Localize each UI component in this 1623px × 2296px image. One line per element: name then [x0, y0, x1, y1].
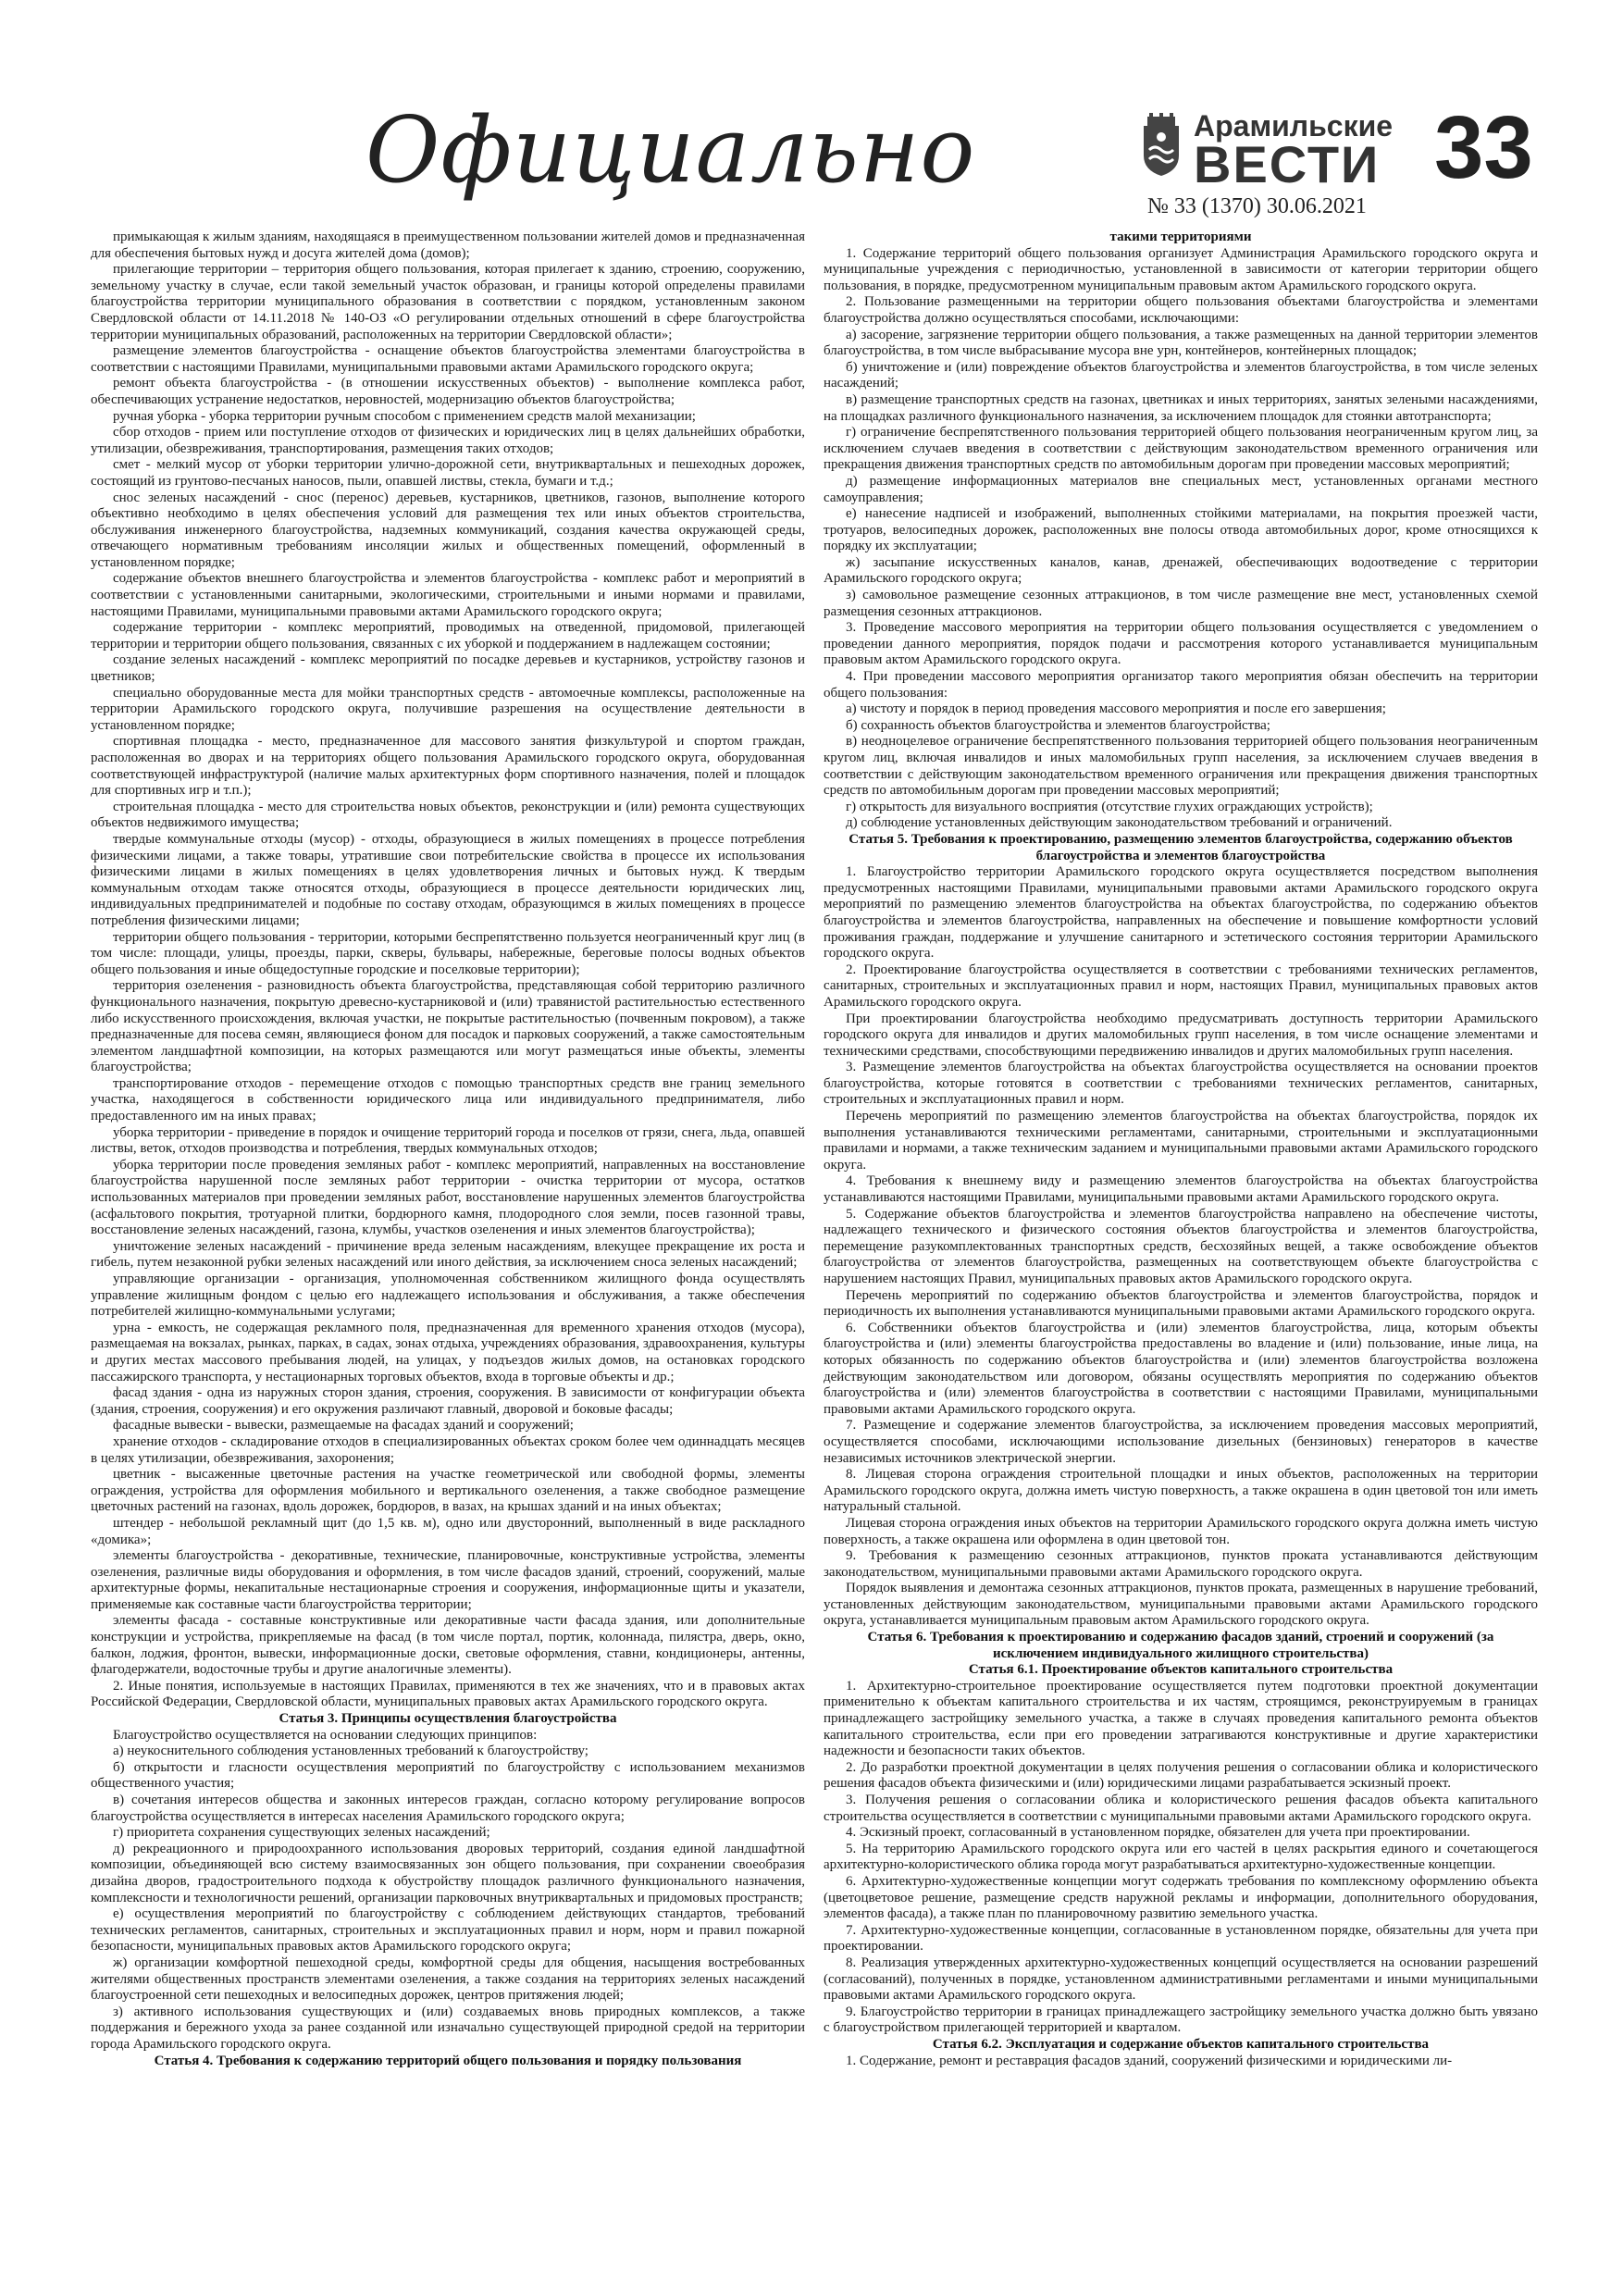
paragraph: 8. Реализация утвержденных архитектурно-художественных концепций осуществляется на основании разрешений (согласований), полученных в порядке, установленном административными регламентами и иными муниципальными правовыми актами Арамильского городского округа. [824, 1955, 1538, 2004]
paragraph: г) открытость для визуального восприятия (отсутствие глухих ограждающих устройств); [846, 799, 1373, 814]
article-heading: Статья 6.1. Проектирование объектов капитального строительства [968, 1662, 1394, 1678]
paragraph: 9. Требования к размещению сезонных аттракционов, пунктов проката устанавливаются действующим законодательством, муниципальными правовыми актами Арамильского городского округа. [824, 1548, 1538, 1580]
crest-icon [1138, 113, 1184, 178]
paragraph: сбор отходов - прием или поступление отходов от физических и юридических лиц в целях дальнейших обработки, утилизации, обезвреживания, транспортирования, размещения таких отходов; [91, 425, 805, 456]
paragraph: содержание территории - комплекс мероприятий, проводимых на отведенной, придомовой, прилегающей территории и территории общего пользования, связанных с их уборкой и поддержанием в надлежащем состоянии; [91, 620, 805, 652]
paragraph: ремонт объекта благоустройства - (в отношении искусственных объектов) - выполнение комплекса работ, обеспечивающих устранение недостатков, неровностей, модернизацию объектов благоустройства; [91, 376, 805, 407]
paragraph: размещение элементов благоустройства - оснащение объектов благоустройства элементами благоустройства в соответствии с настоящими Правилами, муниципальными правовыми актами Арамильского городского округа; [91, 343, 805, 375]
paragraph: б) сохранность объектов благоустройства и элементов благоустройства; [846, 717, 1270, 733]
paragraph: территория озеленения - разновидность объекта благоустройства, представляющая собой территорию различного функционального назначения, покрытую древесно-кустарниковой и (или) травянистой растительностью естественного либо искусственного происхождения, включая участки, не покрытые растительностью (почвенным покровом), а также предназначенные для посева семян, являющиеся фоном для посадок и парковых сооружений, а также самостоятельным элементом ландшафтной композиции, на которых размещаются или могут размещаться иные объекты, элементы благоустройства; [91, 978, 805, 1075]
paragraph: д) соблюдение установленных действующим законодательством требований и ограничений. [846, 815, 1393, 831]
paragraph: хранение отходов - складирование отходов в специализированных объектах сроком более чем одиннадцать месяцев в целях утилизации, обезвреживания, захоронения; [91, 1433, 805, 1466]
paragraph: 7. Архитектурно-художественные концепции, согласованные в установленном порядке, обязательны для учета при проектировании. [824, 1922, 1538, 1955]
paragraph: Порядок выявления и демонтажа сезонных аттракционов, пунктов проката, размещенных в нарушение требований, установленных действующим законодательством, муниципальными правовыми актами Арамильского городского округа, устанавливается муниципальным правовым актом Арамильского городского округа. [824, 1581, 1538, 1629]
paragraph: штендер - небольшой рекламный щит (до 1,5 кв. м), одно или двусторонний, выполненный в виде раскладного «домика»; [91, 1515, 805, 1547]
paragraph: 1. Архитектурно-строительное проектирование осуществляется путем подготовки проектной документации применительно к объектам капитального строительства и их частям, строящимся, реконструируемым в границах принадлежащего застройщику земельного участка, а также в случаях проведения капитального ремонта объектов капитального строительства, если при его проведении затрагиваются конструктивные и другие характеристики надежности и безопасности таких объектов. [824, 1678, 1538, 1759]
paragraph: 5. На территорию Арамильского городского округа или его частей в целях раскрытия единого и сочетающегося архитектурно-колористического облика города могут разрабатываться архитектурно-художественные концепции. [824, 1841, 1538, 1873]
article-heading: Статья 6. Требования к проектированию и содержанию фасадов зданий, строений и сооружений (за исключением индивидуального жилищного строительства) [867, 1630, 1494, 1661]
paragraph: ж) засыпание искусственных каналов, канав, дренажей, обеспечивающих водоотведение с территории Арамильского городского округа; [824, 554, 1538, 587]
paragraph: 2. Иные понятия, используемые в настоящих Правилах, применяются в тех же значениях, что и в правовых актах Российской Федерации, Свердловской области, муниципальных правовых актах Арамильского городского округа. [91, 1678, 805, 1710]
paragraph: уничтожение зеленых насаждений - причинение вреда зеленым насаждениям, влекущее прекращение их роста и гибель, путем незаконной рубки зеленых насаждений или иного действия, за исключением сноса зеленых насаждений; [91, 1238, 805, 1271]
paragraph: 6. Собственники объектов благоустройства и (или) элементов благоустройства, лица, которым объекты благоустройства и (или) элементы благоустройства предоставлены во владение и (или) пользование, иные лица, на которых обязанность по содержанию объектов благоустройства и (или) элементов благоустройства возложена действующим законодательством или договором, обязаны осуществлять мероприятия по содержанию объектов благоустройства и (или) элементов благоустройства в соответствии с настоящими Правилами, муниципальными правовыми актами Арамильского городского округа. [824, 1320, 1538, 1417]
paragraph: ручная уборка - уборка территории ручным способом с применением средств малой механизации; [113, 408, 696, 424]
paragraph: примыкающая к жилым зданиям, находящаяся в преимущественном пользовании жителей домов и предназначенная для обеспечения бытовых нужд и досуга жителей дома (домов); [91, 230, 805, 261]
paragraph: прилегающие территории – территория общего пользования, которая прилегает к зданию, строению, сооружению, земельному участку в случае, если такой земельный участок образован, и границы которой определены правилами благоустройства территории муниципального образования в соответствии с порядком, установленным законом Свердловской области от 14.11.2018 № 140-ОЗ «О регулировании отдельных отношений в сфере благоустройства территории муниципальных образований, расположенных на территории Свердловской области»; [91, 262, 805, 342]
article-heading: Статья 4. Требования к содержанию территорий общего пользования и порядку пользования [154, 2053, 742, 2068]
paragraph: территории общего пользования - территории, которыми беспрепятственно пользуется неограниченный круг лиц (в том числе: площади, улицы, проезды, парки, скверы, бульвары, набережные, береговые полосы водных объектов общего пользования и иные общедоступные городские и поселковые территории); [91, 929, 805, 977]
issue-info: № 33 (1370) 30.06.2021 [1147, 194, 1367, 218]
paragraph: фасадные вывески - вывески, размещаемые на фасадах зданий и сооружений; [113, 1418, 574, 1433]
paragraph: создание зеленых насаждений - комплекс мероприятий по посадке деревьев и кустарников, устройству газонов и цветников; [91, 652, 805, 685]
paragraph: снос зеленых насаждений - снос (перенос) деревьев, кустарников, цветников, газонов, выполнение которого объективно необходимо в целях обеспечения условий для размещения тех или иных объектов строительства, обслуживания инженерного благоустройства, надземных коммуникаций, создания качества окружающей среды, отвечающего нормативным требованиям инсоляции жилых и общественных помещений, оформленный в установленном порядке; [91, 490, 805, 570]
article-body [91, 230, 1538, 2275]
paragraph: спортивная площадка - место, предназначенное для массового занятия физкультурой и спортом граждан, расположенная во дворах и на территориях общего пользования Арамильского городского округа, оборудованная соответствующей инфраструктурой (наличие малых архитектурных форм спортивного назначения, полей и площадок для спортивных игр и т.п.); [91, 734, 805, 799]
paragraph: е) осуществления мероприятий по благоустройству с соблюдением действующих стандартов, требований технических регламентов, санитарных, строительных и эксплуатационных правил и норм, норм и правил пожарной безопасности, муниципальных правовых актов Арамильского городского округа; [91, 1906, 805, 1955]
paragraph: уборка территории после проведения земляных работ - комплекс мероприятий, направленных на восстановление благоустройства нарушенной после земляных работ территории - очистка территории от мусора, остатков использованных материалов при проведении земляных работ, восстановление нарушенных элементов благоустройства (асфальтового покрытия, тротуарной плитки, бордюрного камня, плодородного слоя земли, посев газонной травы, восстановление зеленых насаждений, газона, клумбы, участков озеленения и иных элементов благоустройства); [91, 1157, 805, 1238]
paragraph: При проектировании благоустройства необходимо предусматривать доступность территории Арамильского городского округа для инвалидов и других маломобильных групп населения, в том числе оснащение элементами и техническими средствами, способствующими передвижению инвалидов и других маломобильных групп населения. [824, 1011, 1538, 1059]
paragraph: б) открытости и гласности осуществления мероприятий по благоустройству с использованием механизмов общественного участия; [91, 1759, 805, 1792]
logo-text-main: ВЕСТИ [1194, 135, 1381, 193]
paragraph: 4. При проведении массового мероприятия организатор такого мероприятия обязан обеспечить на территории общего пользования: [824, 669, 1538, 701]
paragraph: е) нанесение надписей и изображений, выполненных стойкими материалами, на покрытия проезжей части, тротуаров, велосипедных дорожек, расположенных вне полосы отвода автомобильных дорог, кроме относящихся к порядку их эксплуатации; [824, 506, 1538, 554]
paragraph: в) сочетания интересов общества и законных интересов граждан, согласно которому регулирование вопросов благоустройства осуществляется в интересах населения Арамильского городского округа; [91, 1793, 805, 1824]
paragraph: 4. Требования к внешнему виду и размещению элементов благоустройства на объектах благоустройства устанавливаются настоящими Правилами, муниципальными правовыми актами Арамильского городского округа. [824, 1173, 1538, 1206]
paragraph: элементы благоустройства - декоративные, технические, планировочные, конструктивные устройства, элементы озеленения, различные виды оборудования и оформления, в том числе фасадов зданий, строений, сооружений, малые архитектурные формы, некапитальные нестационарные строения и сооружения, информационные щиты и указатели, применяемые как составные части благоустройства территории; [91, 1548, 805, 1612]
right-column [824, 230, 1538, 2275]
paragraph: 3. Размещение элементов благоустройства на объектах благоустройства осуществляется на основании проектов благоустройства, которые готовятся в соответствии с требованиями технических регламентов, санитарных, строительных и эксплуатационных правил и норм. [824, 1060, 1538, 1108]
paragraph: Лицевая сторона ограждения иных объектов на территории Арамильского городского округа должна иметь чистую поверхность, а также окрашена или оформлена в один цветовой тон. [824, 1515, 1538, 1547]
paragraph: а) засорение, загрязнение территории общего пользования, а также размещенных на данной территории элементов благоустройства, в том числе выбрасывание мусора вне урн, контейнеров, контейнерных площадок; [824, 327, 1538, 359]
paragraph: управляющие организации - организация, уполномоченная собственником жилищного фонда осуществлять управление жилищным фондом с целью его надлежащего использования и обслуживания, а также обеспечения потребителей жилищно-коммунальными услугами; [91, 1272, 805, 1320]
paragraph: Перечень мероприятий по размещению элементов благоустройства на объектах благоустройства, порядок их выполнения устанавливаются техническими регламентами, санитарными, строительными и эксплуатационными правилами и нормами, а также техническим заданием и муниципальными правовыми актами Арамильского городского округа. [824, 1109, 1538, 1173]
article-heading: Статья 6.2. Эксплуатация и содержание объектов капитального строительства [932, 2036, 1430, 2052]
paragraph: 7. Размещение и содержание элементов благоустройства, за исключением проведения массовых мероприятий, осуществляется способами, исключающими использование дизельных (бензиновых) генераторов в качестве независимых источников электрической энергии. [824, 1418, 1538, 1466]
article-heading: такими территориями [1109, 230, 1252, 244]
paragraph: з) самовольное размещение сезонных аттракционов, в том числе размещение вне мест, установленных схемой размещения сезонных аттракционов. [824, 588, 1538, 619]
paragraph: 1. Содержание, ремонт и реставрация фасадов зданий, сооружений физическими и юридическими ли- [846, 2053, 1453, 2068]
paragraph: д) рекреационного и природоохранного использования дворовых территорий, создания единой ландшафтной композиции, объединяющей всю систему взаимосвязанных зон общего пользования, при сохранении своеобразия дизайна дворов, градостроительного подхода к обустройству площадок различного функционального назначения, комплексности и технологичности решений, организации парковочных внутриквартальных и придомовых пространств; [91, 1841, 805, 1905]
paragraph: 1. Благоустройство территории Арамильского городского округа осуществляется посредством выполнения предусмотренных настоящими Правилами, муниципальными правовыми актами Арамильского городского округа мероприятий по размещению элементов благоустройства на объектах благоустройства, по содержанию объектов благоустройства и элементов благоустройства, направленных на обеспечение и повышение комфортности условий проживания граждан, поддержание и улучшение санитарного и эстетического состояния территории Арамильского городского округа. [824, 864, 1538, 962]
paragraph: д) размещение информационных материалов вне специальных мест, установленных органами местного самоуправления; [824, 473, 1538, 505]
article-heading: Статья 5. Требования к проектированию, размещению элементов благоустройства, содержанию объектов благоустройства и элементов благоустройства [849, 831, 1513, 863]
paragraph: а) чистоту и порядок в период проведения массового мероприятия и после его завершения; [846, 701, 1386, 717]
paragraph: 9. Благоустройство территории в границах принадлежащего застройщику земельного участка должно быть увязано с благоустройством прилегающей территорией и кварталом. [824, 2004, 1538, 2036]
paragraph: з) активного использования существующих и (или) создаваемых вновь природных комплексов, а также поддержания и бережного ухода за ранее созданной или изначально существующей природной средой на территории города Арамильского городского округа. [91, 2004, 805, 2052]
paragraph: смет - мелкий мусор от уборки территории улично-дорожной сети, внутриквартальных и пешеходных дорожек, состоящий из грунтово-песчаных наносов, пыли, опавшей листвы, стекла, бумаги и т.д.; [91, 457, 805, 489]
paragraph: в) неодноцелевое ограничение беспрепятственного пользования территорией общего пользования неограниченным кругом лиц, включая инвалидов и иных маломобильных групп населения, за исключением случаев введения в соответствии с действующим законодательством временного ограничения или прекращения движения транспортных средств по автомобильным дорогам при проведении массовых мероприятий; [824, 734, 1538, 799]
paragraph: г) ограничение беспрепятственного пользования территорией общего пользования неограниченным кругом лиц, за исключением случаев введения в соответствии с действующим законодательством временного ограничения или прекращения движения транспортных средств по автомобильным дорогам при проведении массовых мероприятий; [824, 425, 1538, 473]
paragraph: 3. Проведение массового мероприятия на территории общего пользования осуществляется с уведомлением о проведении данного мероприятия, порядок подачи и рассмотрения которого устанавливается муниципальным правовым актом Арамильского городского округа. [824, 620, 1538, 668]
paragraph: 4. Эскизный проект, согласованный в установленном порядке, обязателен для учета при проектировании. [846, 1825, 1470, 1841]
newspaper-logo [1138, 109, 1453, 193]
section-title: Официально [365, 98, 976, 204]
paragraph: б) уничтожение и (или) повреждение объектов благоустройства и элементов благоустройства, в том числе зеленых насаждений; [824, 359, 1538, 391]
paragraph: 3. Получения решения о согласовании облика и колористического решения фасадов объекта капитального строительства осуществляется в соответствии с муниципальными правовыми актами Арамильского городского округа. [824, 1793, 1538, 1824]
paragraph: элементы фасада - составные конструктивные или декоративные части фасада здания, или дополнительные конструкции и устройства, прикрепляемые на фасад (в том числе портал, портик, колоннада, пилястра, дверь, окно, балкон, лоджия, фронтон, вывески, информационные доски, световые оформления, ставни, кондиционеры, антенны, флагодержатели, водосточные трубы и другие аналогичные элементы). [91, 1613, 805, 1678]
left-column [91, 230, 805, 2275]
logo-text-top: Арамильские [1194, 109, 1394, 143]
paragraph: 2. До разработки проектной документации в целях получения решения о согласовании облика и колористического решения фасадов объекта физическими и (или) юридическими лицами разрабатывается эскизный проект. [824, 1759, 1538, 1792]
paragraph: транспортирование отходов - перемещение отходов с помощью транспортных средств вне границ земельного участка, находящегося в собственности юридического лица или индивидуального предпринимателя, либо предоставленного им на иных правах; [91, 1075, 805, 1124]
paragraph: строительная площадка - место для строительства новых объектов, реконструкции и (или) ремонта существующих объектов недвижимого имущества; [91, 799, 805, 831]
paragraph: а) неукоснительного соблюдения установленных требований к благоустройству; [113, 1744, 588, 1759]
paragraph: 2. Пользование размещенными на территории общего пользования объектами благоустройства и элементами благоустройства должно осуществляться способами, исключающими: [824, 294, 1538, 326]
article-heading: Статья 3. Принципы осуществления благоустройства [279, 1711, 617, 1727]
page-header [83, 93, 1540, 231]
paragraph: уборка территории - приведение в порядок и очищение территорий города и поселков от грязи, снега, льда, опавшей листвы, веток, отходов производства и потребления, твердых коммунальных отходов; [91, 1124, 805, 1157]
paragraph: в) размещение транспортных средств на газонах, цветниках и иных территориях, занятых зелеными насаждениями, на площадках различного функционального назначения, за исключением площадок для стоянки автотранспорта; [824, 391, 1538, 424]
paragraph: 5. Содержание объектов благоустройства и элементов благоустройства направлено на обеспечение чистоты, надлежащего технического и физического состояния объектов благоустройства и элементов благоустройства, перемещение разукомплектованных транспортных средств, бесхозяйных вещей, а также освобождение объектов благоустройства от элементов благоустройства, размещенных на соответствующем объекте благоустройства с нарушением настоящих Правил, муниципальных правовых актов Арамильского городского округа. [824, 1206, 1538, 1286]
paragraph: ж) организации комфортной пешеходной среды, комфортной среды для общения, насыщения востребованных жителями общественных пространств элементами озеленения, а также создания на территориях зеленых насаждений благоустроенной сети пешеходных и велосипедных дорожек, центров притяжения людей; [91, 1955, 805, 2004]
paragraph: твердые коммунальные отходы (мусор) - отходы, образующиеся в жилых помещениях в процессе потребления физическими лицами, а также товары, утратившие свои потребительские свойства в процессе их использования физическими лицами в жилых помещениях в целях удовлетворения личных и бытовых нужд. К твердым коммунальным отходам также относятся отходы, образующиеся в процессе деятельности юридических лиц, индивидуальных предпринимателей и подобные по составу отходам, образующимся в жилых помещениях в процессе потребления физическими лицами; [91, 831, 805, 928]
paragraph: фасад здания - одна из наружных сторон здания, строения, сооружения. В зависимости от конфигурации объекта (здания, строения, сооружения) и его окружения различают главный, дворовой и боковые фасады; [91, 1385, 805, 1417]
paragraph: цветник - высаженные цветочные растения на участке геометрической или свободной формы, элементы ограждения, устройства для оформления мобильного и вертикального озеленения, а также свободное размещение цветочных растений на газонах, вдоль дорожек, бордюров, в вазах, на крышах зданий и на иных объектах; [91, 1467, 805, 1515]
paragraph: 6. Архитектурно-художественные концепции могут содержать требования по комплексному оформлению объекта (цветоцветовое решение, размещение средств наружной рекламы и информации, дополнительного оборудования, элементов фасада), а также план по планировочному развитию земельного участка. [824, 1873, 1538, 1922]
paragraph: урна - емкость, не содержащая рекламного поля, предназначенная для временного хранения отходов (мусора), размещаемая на вокзалах, рынках, парках, в садах, зонах отдыха, учреждениях образования, здравоохранения, культуры и других местах массового пребывания людей, на улицах, у подъездов жилых домов, на остановках городского пассажирского транспорта, у нестационарных торговых объектов, входа в торговые объекты и др.; [91, 1320, 805, 1384]
paragraph: 8. Лицевая сторона ограждения строительной площадки и иных объектов, расположенных на территории Арамильского городского округа, должна иметь чистую поверхность, а также окрашена в один цветовой тон или иметь натуральный стальной. [824, 1467, 1538, 1515]
paragraph: содержание объектов внешнего благоустройства и элементов благоустройства - комплекс работ и мероприятий в соответствии с установленными санитарными, экологическими, строительными и иными нормами и правилами, настоящими Правилами, муниципальными правовыми актами Арамильского городского округа; [91, 571, 805, 619]
page-number: 33 [1434, 98, 1533, 197]
paragraph: специально оборудованные места для мойки транспортных средств - автомоечные комплексы, расположенные на территории Арамильского городского округа, получившие разрешения на осуществление деятельности в установленном порядке; [91, 685, 805, 733]
paragraph: Благоустройство осуществляется на основании следующих принципов: [113, 1727, 538, 1743]
paragraph: 1. Содержание территорий общего пользования организует Администрация Арамильского городского округа и муниципальные учреждения с периодичностью, установленной в зависимости от категории территории общего пользования, в порядке, предусмотренном муниципальным правовым актом Арамильского городского округа. [824, 245, 1538, 293]
paragraph: г) приоритета сохранения существующих зеленых насаждений; [113, 1825, 490, 1841]
paragraph: 2. Проектирование благоустройства осуществляется в соответствии с требованиями технических регламентов, санитарных, строительных и эксплуатационных правил и норм, настоящих Правил, муниципальных правовых актов Арамильского городского округа. [824, 962, 1538, 1010]
paragraph: Перечень мероприятий по содержанию объектов благоустройства и элементов благоустройства, порядок и периодичность их выполнения устанавливаются муниципальными правовыми актами Арамильского городского округа. [824, 1287, 1538, 1320]
